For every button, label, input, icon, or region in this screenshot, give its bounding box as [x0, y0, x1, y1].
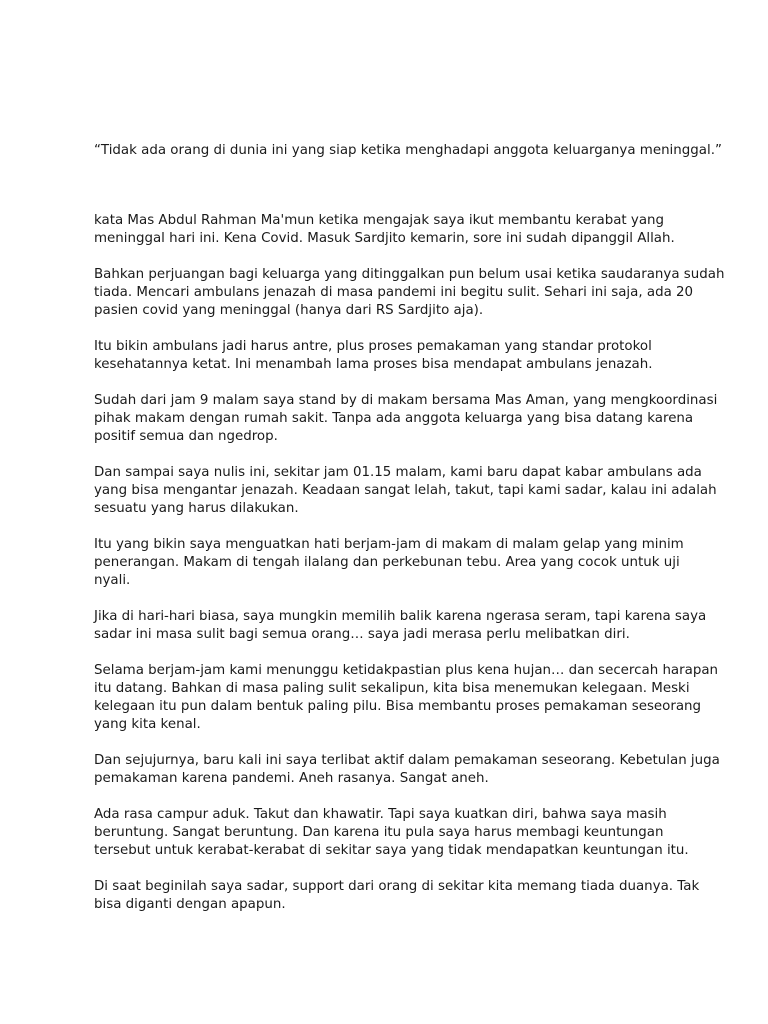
paragraph: [94, 536, 694, 590]
paragraph-line: Selama berjam-jam kami menunggu ketidakpastian plus kena hujan… dan secercah harapan: [94, 663, 719, 678]
paragraph-line: nyali.: [94, 573, 131, 588]
paragraph-line: Dan sejujurnya, baru kali ini saya terlibat aktif dalam pemakaman seseorang. Kebetulan juga: [94, 753, 720, 768]
paragraph-line: tersebut untuk kerabat-kerabat di sekitar saya yang tidak mendapatkan keuntungan itu.: [94, 843, 689, 858]
paragraph-line: tiada. Mencari ambulans jenazah di masa pandemi ini begitu sulit. Sehari ini saja, ada 20: [94, 285, 694, 300]
paragraph-line: pasien covid yang meninggal (hanya dari RS Sardjito aja).: [94, 303, 484, 318]
paragraph-line: sadar ini masa sulit bagi semua orang… saya jadi merasa perlu melibatkan diri.: [94, 627, 630, 642]
paragraph-line: itu datang. Bahkan di masa paling sulit sekalipun, kita bisa menemukan kelegaan. Meski: [94, 681, 690, 696]
paragraph: [94, 608, 707, 644]
paragraph: [94, 752, 720, 788]
paragraph-line: meninggal hari ini. Kena Covid. Masuk Sardjito kemarin, sore ini sudah dipanggil Allah.: [94, 231, 675, 246]
paragraph-line: beruntung. Sangat beruntung. Dan karena itu pula saya harus membagi keuntungan: [94, 825, 664, 840]
paragraph-line: kesehatannya ketat. Ini menambah lama proses bisa mendapat ambulans jenazah.: [94, 357, 653, 372]
paragraph-line: Dan sampai saya nulis ini, sekitar jam 01.15 malam, kami baru dapat kabar ambulans ada: [94, 465, 702, 480]
paragraph: [94, 662, 719, 734]
opening-quote: “Tidak ada orang di dunia ini yang siap ketika menghadapi anggota keluarganya meninggal.”: [94, 143, 722, 158]
paragraph-line: yang kita kenal.: [94, 717, 201, 732]
paragraph-line: bisa diganti dengan apapun.: [94, 897, 286, 912]
paragraph: [94, 266, 725, 320]
paragraph-line: Jika di hari-hari biasa, saya mungkin memilih balik karena ngerasa seram, tapi karena saya: [94, 609, 707, 624]
paragraph-line: pemakaman karena pandemi. Aneh rasanya. Sangat aneh.: [94, 771, 489, 786]
paragraph: [94, 464, 717, 518]
paragraph: [94, 392, 718, 446]
paragraph-line: Di saat beginilah saya sadar, support dari orang di sekitar kita memang tiada duanya. Tak: [94, 879, 700, 894]
paragraph-line: Ada rasa campur aduk. Takut dan khawatir. Tapi saya kuatkan diri, bahwa saya masih: [94, 807, 667, 822]
paragraph-line: kelegaan itu pun dalam bentuk paling pilu. Bisa membantu proses pemakaman seseorang: [94, 699, 702, 714]
paragraph-line: Itu yang bikin saya menguatkan hati berjam-jam di makam di malam gelap yang minim: [94, 537, 684, 552]
paragraph: [94, 212, 694, 248]
paragraph-line: kata Mas Abdul Rahman Ma'mun ketika mengajak saya ikut membantu kerabat yang: [94, 213, 665, 228]
paragraph-line: pihak makam dengan rumah sakit. Tanpa ada anggota keluarga yang bisa datang karena: [94, 411, 694, 426]
article-body: [94, 212, 725, 932]
paragraph-line: Itu bikin ambulans jadi harus antre, plus proses pemakaman yang standar protokol: [94, 339, 652, 354]
paragraph: [94, 338, 694, 374]
paragraph-line: Sudah dari jam 9 malam saya stand by di makam bersama Mas Aman, yang mengkoordinasi: [94, 393, 718, 408]
paragraph: [94, 878, 700, 914]
paragraph-line: Bahkan perjuangan bagi keluarga yang ditinggalkan pun belum usai ketika saudaranya sudah: [94, 267, 725, 282]
paragraph-line: yang bisa mengantar jenazah. Keadaan sangat lelah, takut, tapi kami sadar, kalau ini adalah: [94, 483, 717, 498]
paragraph-line: penerangan. Makam di tengah ilalang dan perkebunan tebu. Area yang cocok untuk uji: [94, 555, 680, 570]
paragraph-line: positif semua dan ngedrop.: [94, 429, 278, 444]
paragraph-line: sesuatu yang harus dilakukan.: [94, 501, 299, 516]
paragraph: [94, 806, 694, 860]
